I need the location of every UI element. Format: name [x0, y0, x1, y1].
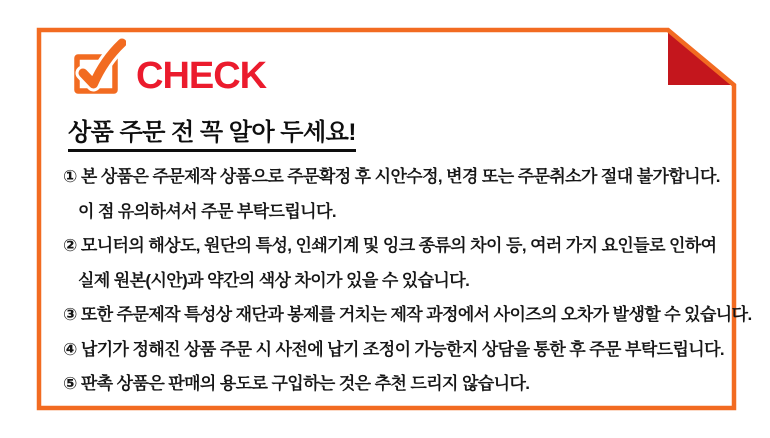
notice-line-2-continued: 실제 원본(시안)과 약간의 색상 차이가 있을 수 있습니다. — [78, 270, 470, 290]
notice-line-4: ④ 납기가 정해진 상품 주문 시 사전에 납기 조정이 가능한지 상담을 통한 후 주문 부탁드립니다. — [63, 339, 725, 359]
notice-title: 상품 주문 전 꼭 알아 두세요! — [68, 112, 356, 152]
notice-line-3: ③ 또한 주문제작 특성상 재단과 봉제를 거치는 제작 과정에서 사이즈의 오차가 발생할 수 있습니다. — [63, 305, 752, 324]
check-header — [72, 38, 266, 96]
notice-line-5: ⑤ 판촉 상품은 판매의 용도로 구입하는 것은 추천 드리지 않습니다. — [63, 374, 530, 393]
check-label: CHECK — [136, 55, 267, 97]
notice-line-1-continued: 이 점 유의하셔서 주문 부탁드립니다. — [78, 201, 336, 221]
notice-line-1: ① 본 상품은 주문제작 상품으로 주문확정 후 시안수정, 변경 또는 주문취소가 절대 불가합니다. — [63, 167, 720, 186]
checkbox-icon — [72, 38, 126, 96]
notice-line-2: ② 모니터의 해상도, 원단의 특성, 인쇄기계 및 잉크 종류의 차이 등, 여러 가지 요인들로 인하여 — [63, 236, 717, 255]
notice-body — [63, 160, 752, 402]
